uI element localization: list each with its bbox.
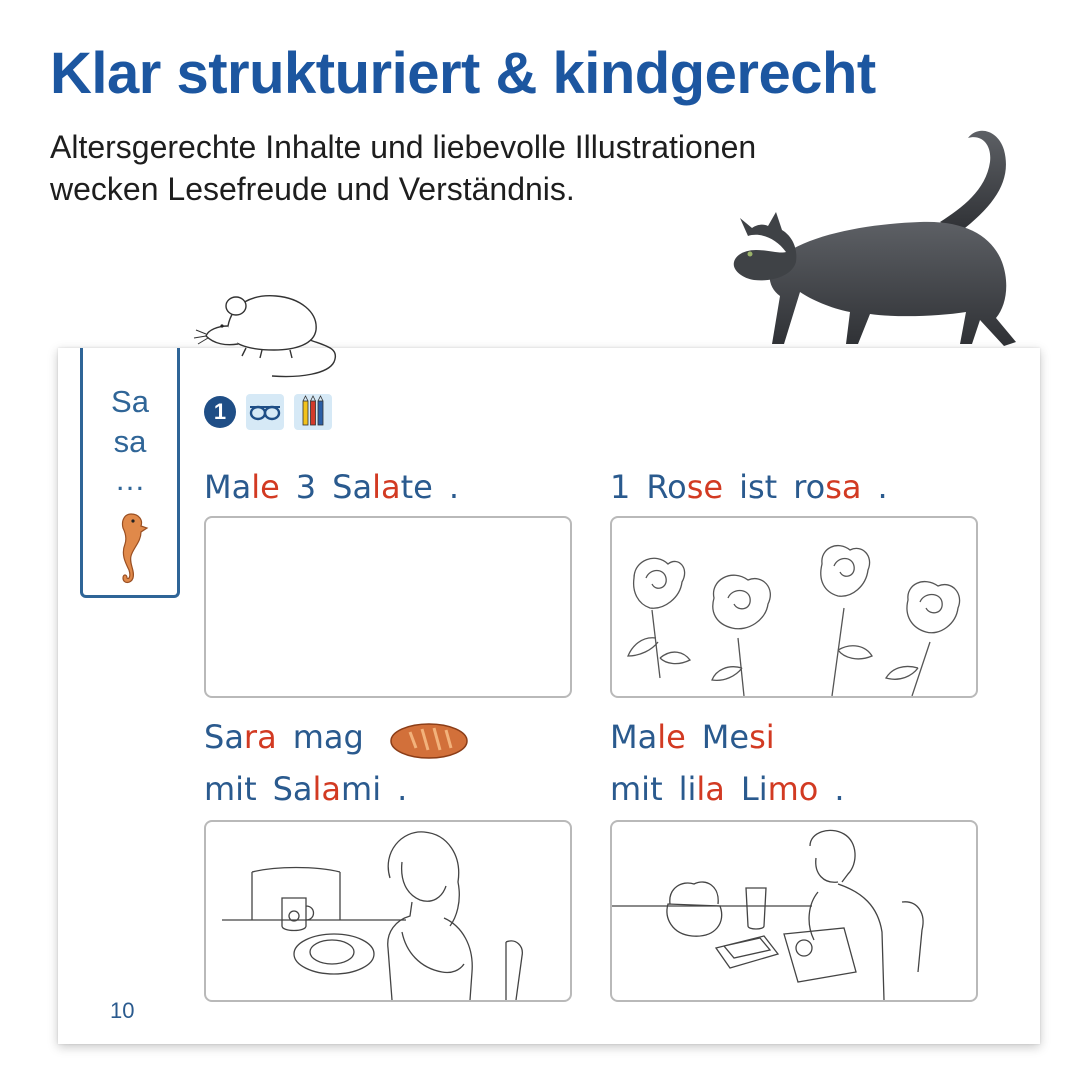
girl-eating-illustration bbox=[206, 822, 570, 1000]
tab-dots: … bbox=[114, 462, 146, 497]
mouse-illustration bbox=[0, 0, 1080, 400]
page-number: 10 bbox=[110, 998, 135, 1023]
sentence-4 bbox=[610, 712, 775, 762]
syllable: ist bbox=[739, 468, 778, 506]
roses-illustration bbox=[612, 518, 976, 696]
syllable: ra bbox=[243, 718, 277, 756]
syllable: Sa bbox=[332, 468, 373, 506]
syllable: 3 bbox=[295, 468, 317, 506]
word bbox=[741, 770, 818, 808]
word bbox=[204, 718, 277, 756]
tab-letter-upper: Sa bbox=[111, 384, 149, 419]
bread-icon bbox=[388, 718, 470, 760]
seahorse-icon bbox=[111, 508, 151, 588]
syllable: le bbox=[251, 468, 280, 506]
syllable: . bbox=[448, 468, 459, 506]
syllable: Ma bbox=[204, 468, 252, 506]
syllable: mag bbox=[292, 718, 364, 756]
syllable: 1 bbox=[610, 468, 631, 506]
boy-breakfast-illustration-box bbox=[610, 820, 978, 1002]
word bbox=[610, 770, 663, 808]
syllable: Li bbox=[740, 770, 768, 808]
sentence-4-line-2 bbox=[610, 764, 845, 814]
syllable: li bbox=[678, 770, 697, 808]
word bbox=[679, 770, 725, 808]
headline: Klar strukturiert & kindgerecht bbox=[50, 41, 876, 106]
boy-breakfast-illustration bbox=[612, 822, 976, 1000]
syllable: Ro bbox=[646, 468, 687, 506]
syllable: la bbox=[372, 468, 401, 506]
syllable: la bbox=[312, 770, 342, 808]
syllable: . bbox=[397, 770, 408, 808]
syllable: . bbox=[877, 468, 888, 506]
word bbox=[646, 468, 723, 506]
word bbox=[204, 468, 280, 506]
colored-pencils-icon bbox=[294, 394, 332, 430]
word bbox=[397, 770, 407, 808]
task-header bbox=[204, 394, 332, 430]
word bbox=[449, 468, 459, 506]
syllable: se bbox=[686, 468, 724, 506]
word bbox=[610, 468, 630, 506]
syllable: sa bbox=[825, 468, 862, 506]
syllable: ro bbox=[793, 468, 826, 506]
word bbox=[878, 468, 888, 506]
syllable: mi bbox=[341, 770, 382, 808]
word bbox=[834, 770, 844, 808]
word bbox=[293, 718, 364, 756]
word bbox=[702, 718, 775, 756]
syllable: . bbox=[834, 770, 845, 808]
syllable: te bbox=[400, 468, 433, 506]
sentence-1 bbox=[204, 462, 459, 512]
syllable: mo bbox=[767, 770, 819, 808]
syllable: mit bbox=[204, 770, 257, 808]
word bbox=[332, 468, 433, 506]
subheadline-line-2: wecken Lesefreude und Verständnis. bbox=[50, 171, 575, 207]
word bbox=[739, 468, 777, 506]
syllable: si bbox=[749, 718, 775, 756]
girl-eating-illustration-box bbox=[204, 820, 572, 1002]
task-number: 1 bbox=[204, 396, 236, 428]
word bbox=[204, 770, 257, 808]
word bbox=[793, 468, 861, 506]
syllable: mit bbox=[610, 770, 663, 808]
sentence-3 bbox=[204, 712, 470, 762]
syllable: la bbox=[696, 770, 725, 808]
syllable: Ma bbox=[610, 718, 658, 756]
roses-illustration-box bbox=[610, 516, 978, 698]
syllable: Me bbox=[701, 718, 750, 756]
word bbox=[610, 718, 686, 756]
word bbox=[273, 770, 381, 808]
tab-letter-lower: sa bbox=[113, 424, 147, 459]
drawing-box-empty[interactable] bbox=[204, 516, 572, 698]
word bbox=[296, 468, 316, 506]
letter-tab bbox=[80, 348, 180, 598]
syllable: Sa bbox=[272, 770, 313, 808]
sentence-3-line-2 bbox=[204, 764, 407, 814]
subheadline-line-1: Altersgerechte Inhalte und liebevolle Illustrationen bbox=[50, 129, 757, 165]
glasses-icon bbox=[246, 394, 284, 430]
sentence-2 bbox=[610, 462, 888, 512]
syllable: le bbox=[657, 718, 686, 756]
syllable: Sa bbox=[204, 718, 244, 756]
